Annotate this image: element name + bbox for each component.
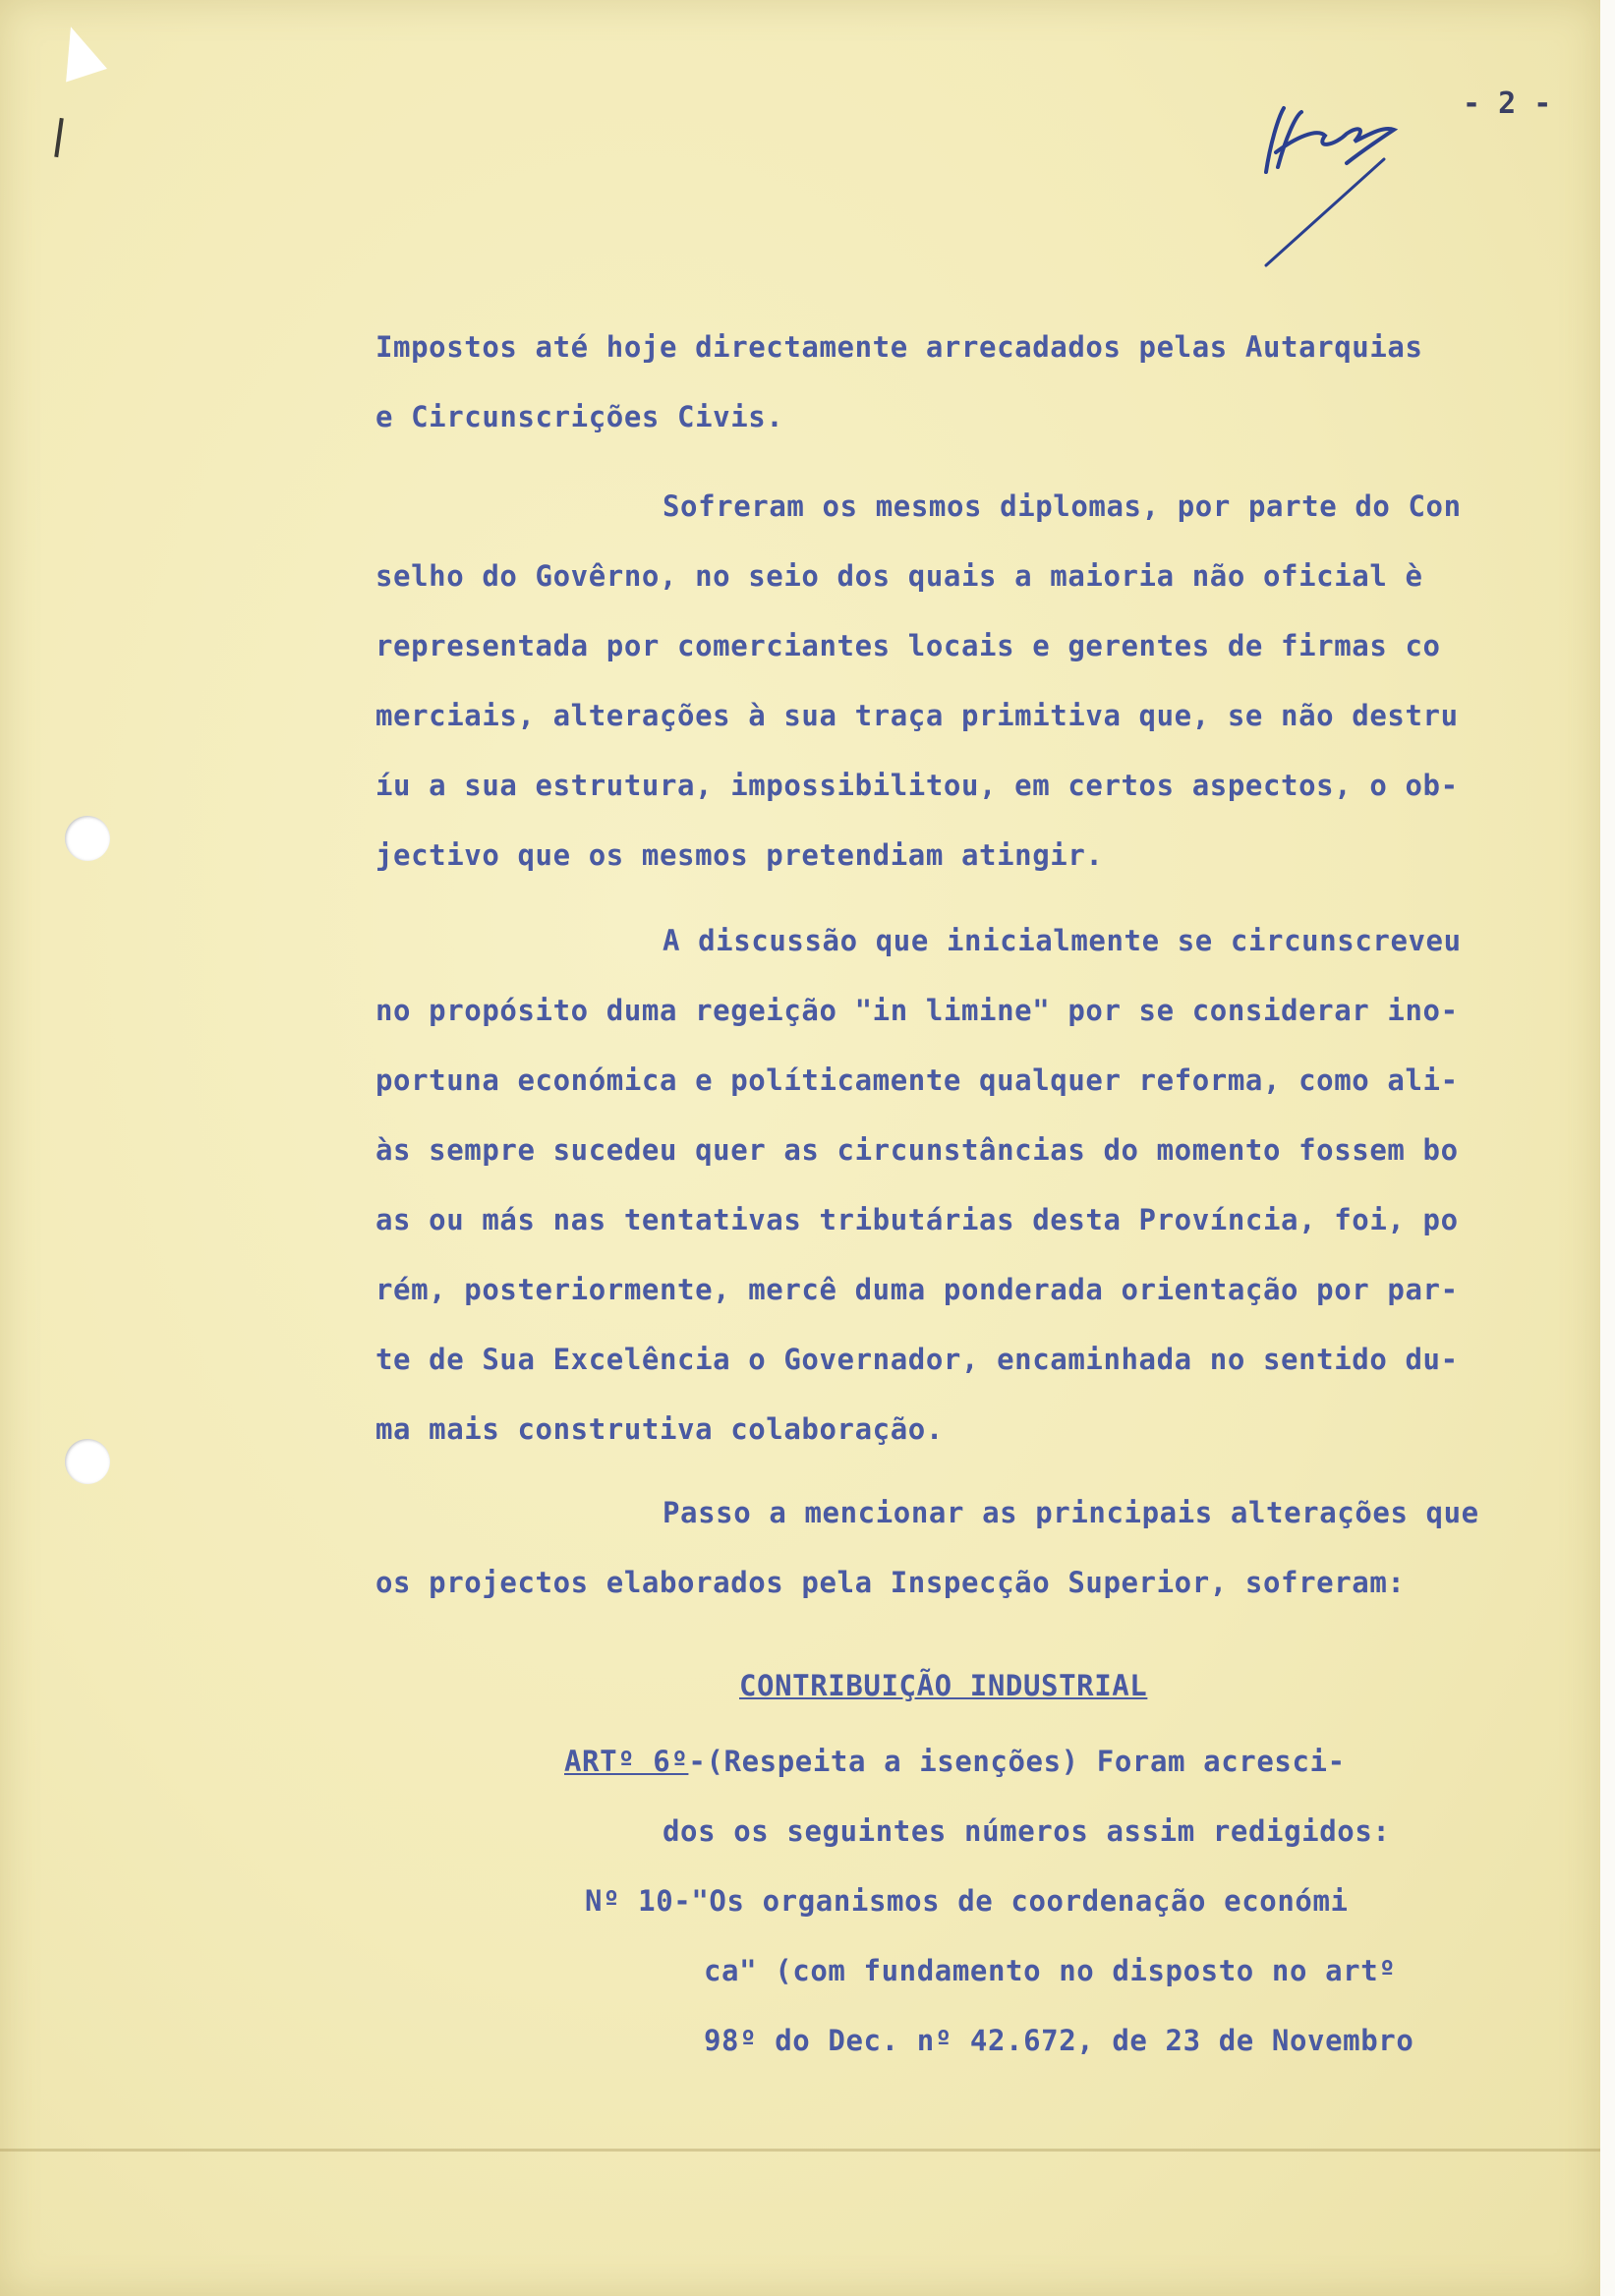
- article-line: [564, 1745, 1346, 1778]
- text-line: representada por comerciantes locais e gerentes de firmas co: [375, 629, 1441, 662]
- text-line: te de Sua Excelência o Governador, encaminhada no sentido du-: [375, 1343, 1459, 1376]
- article-line: Nº 10-"Os organismos de coordenação económi: [585, 1884, 1349, 1918]
- text-line: jectivo que os mesmos pretendiam atingir.: [375, 838, 1104, 872]
- article-line: 98º do Dec. nº 42.672, de 23 de Novembro: [704, 2024, 1414, 2057]
- text-line: A discussão que inicialmente se circunscreveu: [663, 924, 1462, 957]
- text-line: merciais, alterações à sua traça primitiva que, se não destru: [375, 699, 1459, 732]
- text-line: íu a sua estrutura, impossibilitou, em certos aspectos, o ob-: [375, 769, 1459, 802]
- fold-line: [0, 2149, 1600, 2152]
- text-line: e Circunscrições Civis.: [375, 400, 784, 433]
- text-line: às sempre sucedeu quer as circunstâncias do momento fossem bo: [375, 1133, 1459, 1167]
- page-edge: [1600, 0, 1615, 2296]
- text-line: no propósito duma regeição "in limine" por se considerar ino-: [375, 994, 1459, 1027]
- text-line: os projectos elaborados pela Inspecção Superior, sofreram:: [375, 1566, 1406, 1599]
- punch-hole: [65, 1439, 110, 1484]
- article-label: ARTº 6º: [564, 1745, 689, 1778]
- article-line: dos os seguintes números assim redigidos:: [663, 1814, 1391, 1848]
- article-line: ca" (com fundamento no disposto no artº: [704, 1954, 1397, 1987]
- text-line: rém, posteriormente, mercê duma ponderada orientação por par-: [375, 1273, 1459, 1306]
- text-line: portuna económica e políticamente qualquer reforma, como ali-: [375, 1063, 1459, 1097]
- text-line: Impostos até hoje directamente arrecadados pelas Autarquias: [375, 330, 1423, 364]
- page-number: - 2 -: [1463, 86, 1552, 121]
- torn-corner: [50, 20, 107, 82]
- signature-initials: [1256, 98, 1482, 285]
- text-line: Sofreram os mesmos diplomas, por parte do Con: [663, 489, 1462, 523]
- text-line: selho do Govêrno, no seio dos quais a maioria não oficial è: [375, 559, 1423, 593]
- text-line: Passo a mencionar as principais alterações que: [663, 1496, 1479, 1529]
- article-text: -(Respeita a isenções) Foram acresci-: [688, 1745, 1346, 1778]
- ink-mark: [54, 118, 64, 157]
- text-line: ma mais construtiva colaboração.: [375, 1412, 944, 1446]
- text-line: as ou más nas tentativas tributárias desta Província, foi, po: [375, 1203, 1459, 1236]
- punch-hole: [65, 816, 110, 861]
- section-heading: CONTRIBUIÇÃO INDUSTRIAL: [739, 1669, 1148, 1702]
